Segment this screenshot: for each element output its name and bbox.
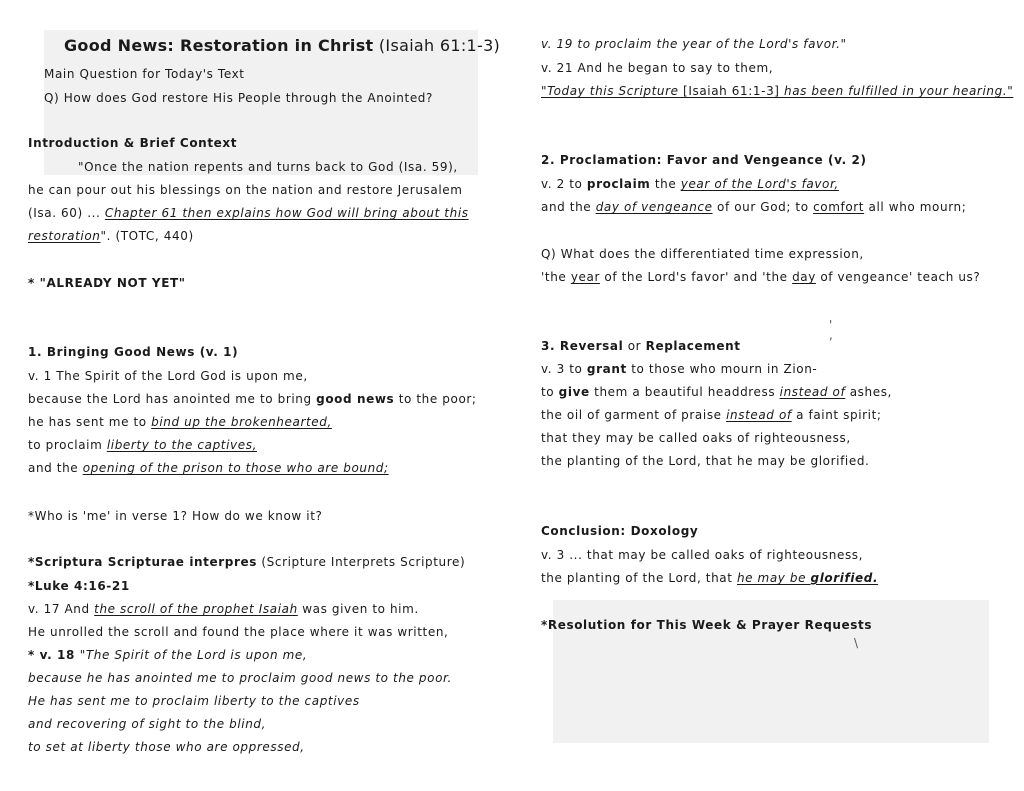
title-reference: (Isaiah 61:1-3) [378,36,501,55]
liberty-emphasis: liberty to the captives, [106,438,257,452]
verse-3-line-2-c: them a beautiful headdress [589,385,780,399]
verse-1-line-4-a: to proclaim [28,438,107,452]
verse-2-line-2-c: of our God; to [712,200,814,214]
verse-3-line-2-a: to [541,385,559,399]
q2-e: of vengeance' teach us? [815,270,981,284]
conclusion-line-2-a: the planting of the Lord, that [541,571,737,585]
verse-2-line-2-e: all who mourn; [864,200,967,214]
verse-18-line-4: and recovering of sight to the blind, [28,717,267,731]
today-quote-end: has been fulfilled in your hearing." [784,84,1014,98]
question-2-line-2 [541,269,980,285]
verse-1-line-4 [28,437,257,453]
verse-17-c: was given to him. [297,602,419,616]
verse-1-line-3-a: he has sent me to [28,415,152,429]
main-question: Q) How does God restore His People through the Anointed? [44,91,433,105]
section-3-heading [541,338,741,354]
verse-18-line-2: because he has anointed me to proclaim good news to the poor. [28,671,452,685]
verse-3-line-2 [541,384,892,400]
grant-emphasis: grant [586,362,627,376]
verse-2-line-1-c: the [650,177,681,191]
question-2-line-1: Q) What does the differentiated time expression, [541,247,864,261]
scroll-emphasis: the scroll of the prophet Isaiah [94,602,298,616]
stray-mark-1: ' [829,318,833,332]
resolution-heading: *Resolution for This Week & Prayer Requests [541,618,873,632]
stray-mark-2: , [829,328,833,342]
proclaim-emphasis: proclaim [586,177,651,191]
vengeance-emphasis: day of vengeance [595,200,713,214]
main-question-label: Main Question for Today's Text [44,67,245,81]
verse-17-a: v. 17 And [28,602,95,616]
intro-line-1: "Once the nation repents and turns back to God (Isa. 59), [78,160,458,174]
verse-18-line-5: to set at liberty those who are oppressed, [28,740,305,754]
scriptura-latin: *Scriptura Scripturae interpres [28,555,257,569]
verse-3-line-1-a: v. 3 to [541,362,587,376]
verse-2-line-1 [541,176,839,192]
intro-line-3-start: (Isa. 60) ... [28,206,105,220]
verse-3-line-3 [541,407,882,423]
verse-18-quote: "The Spirit of the Lord is upon me, [79,648,308,662]
verse-21-line: v. 21 And he began to say to them, [541,61,774,75]
verse-18-line-1 [28,647,307,663]
stray-mark-3: \ [854,636,859,650]
q2-c: of the Lord's favor' and 'the [599,270,793,284]
give-emphasis: give [558,385,590,399]
instead-of-emphasis-1: instead of [779,385,846,399]
verse-1-line-5 [28,460,389,476]
brokenhearted-emphasis: bind up the brokenhearted, [151,415,332,429]
section-2-heading: 2. Proclamation: Favor and Vengeance (v. 2) [541,153,867,167]
today-reference: [Isaiah 61:1-3] [678,84,784,98]
intro-line-3 [28,205,469,221]
glorified-emphasis: glorified. [810,571,879,585]
conclusion-line-2 [541,570,878,586]
verse-17-line-1 [28,601,419,617]
intro-citation: ". (TOTC, 440) [100,229,194,243]
already-not-yet: * "ALREADY NOT YET" [28,276,186,290]
intro-line-4 [28,228,194,244]
who-is-me-question: *Who is 'me' in verse 1? How do we know it? [28,509,323,523]
verse-1-line-3 [28,414,332,430]
verse-1-line-1: v. 1 The Spirit of the Lord God is upon me, [28,369,308,383]
conclusion-emphasis: he may be [736,571,811,585]
conclusion-heading: Conclusion: Doxology [541,524,699,538]
prison-emphasis: opening of the prison to those who are bound; [82,461,389,475]
reversal-label: 3. Reversal [541,339,624,353]
verse-3-line-5: the planting of the Lord, that he may be glorified. [541,454,870,468]
verse-1-line-2-a: because the Lord has anointed me to bring [28,392,317,406]
favor-emphasis: year of the Lord's favor, [680,177,839,191]
verse-3-line-2-e: ashes, [845,385,892,399]
verse-3-line-3-c: a faint spirit; [791,408,882,422]
verse-18-line-3: He has sent me to proclaim liberty to the captives [28,694,360,708]
scriptura-line [28,554,465,570]
verse-2-line-1-a: v. 2 to [541,177,587,191]
intro-line-2: he can pour out his blessings on the nation and restore Jerusalem [28,183,463,197]
verse-2-line-2-a: and the [541,200,596,214]
title-text: Good News: Restoration in Christ [64,36,374,55]
today-quote-start: "Today this Scripture [541,84,679,98]
good-news-emphasis: good news [316,392,395,406]
comfort-emphasis: comfort [813,200,865,214]
verse-1-line-5-a: and the [28,461,83,475]
scriptura-translation: (Scripture Interprets Scripture) [256,555,466,569]
luke-reference: *Luke 4:16-21 [28,579,130,593]
section-1-heading: 1. Bringing Good News (v. 1) [28,345,239,359]
today-line [541,83,1013,99]
verse-3-line-1-c: to those who mourn in Zion- [626,362,818,376]
intro-emphasis: Chapter 61 then explains how God will bring about this [104,206,469,220]
q2-year: year [570,270,600,284]
page-title [64,36,500,56]
verse-3-line-3-a: the oil of garment of praise [541,408,727,422]
verse-3-line-4: that they may be called oaks of righteousness, [541,431,851,445]
q2-a: 'the [541,270,571,284]
verse-1-line-2 [28,391,477,407]
verse-3-line-1 [541,361,817,377]
q2-day: day [792,270,816,284]
or-label: or [623,339,646,353]
verse-2-line-2 [541,199,966,215]
intro-heading: Introduction & Brief Context [28,136,238,150]
verse-18-label: * v. 18 [28,648,80,662]
instead-of-emphasis-2: instead of [726,408,792,422]
conclusion-line-1: v. 3 ... that may be called oaks of righteousness, [541,548,864,562]
verse-17-line-2: He unrolled the scroll and found the place where it was written, [28,625,449,639]
intro-emphasis-end: restoration [28,229,101,243]
replacement-label: Replacement [645,339,741,353]
verse-1-line-2-c: to the poor; [394,392,477,406]
verse-19-line: v. 19 to proclaim the year of the Lord's favor." [541,37,847,51]
